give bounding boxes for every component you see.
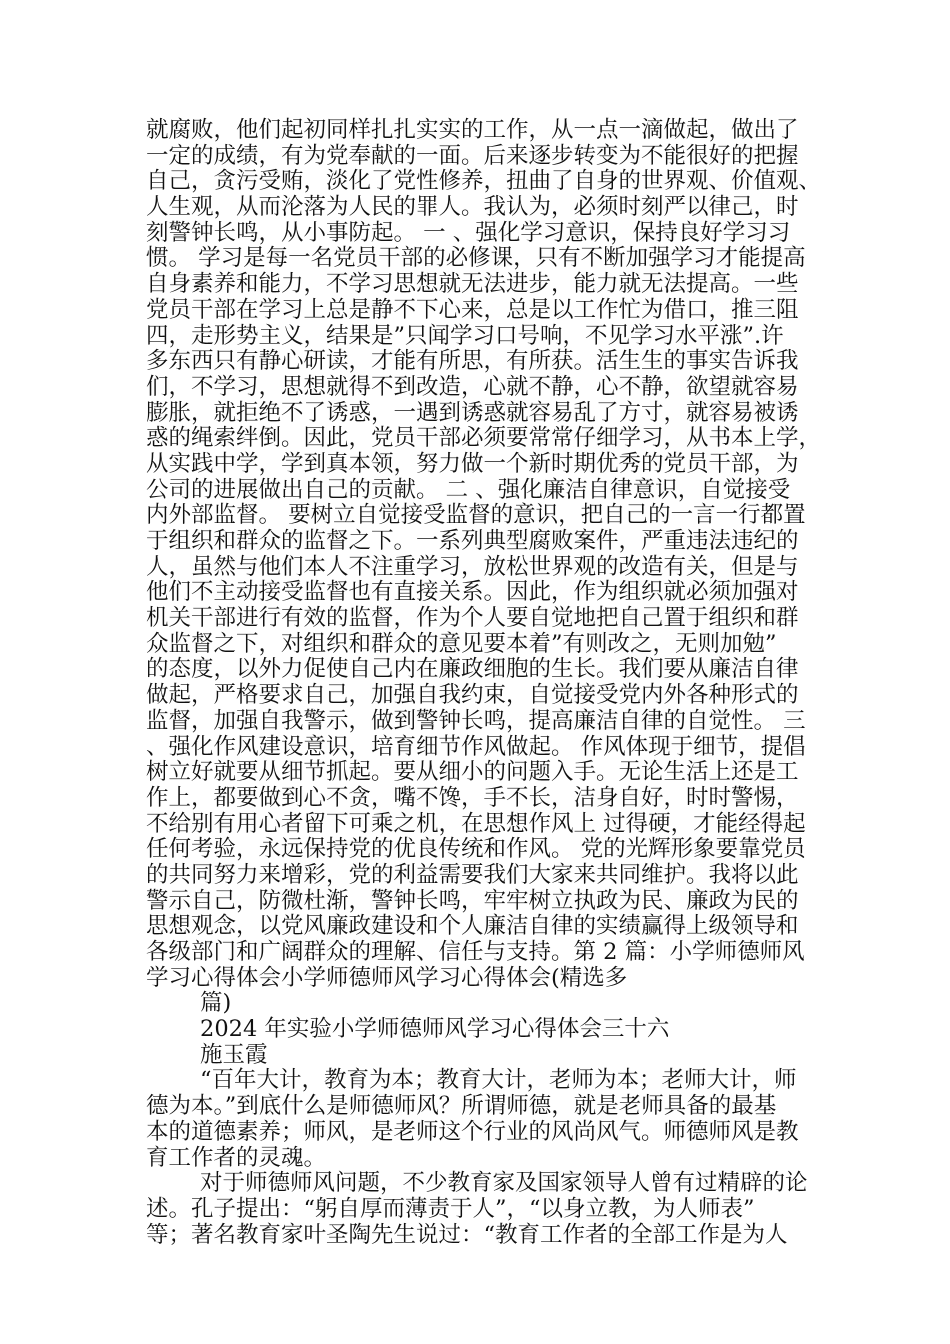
text-line: 公司的进展做出自己的贡献。 二 、强化廉洁自律意识，自觉接受 (146, 476, 791, 503)
text-line: 自己，贪污受贿，淡化了党性修养，扭曲了自身的世界观、价值观、 (146, 168, 822, 195)
text-line: 、强化作风建设意识，培育细节作风做起。 作风体现于细节，提倡 (146, 733, 806, 760)
text-line: 德为本。”到底什么是师德师风？所谓师德，就是老师具备的最基 (146, 1093, 777, 1120)
text-line: 思想观念，以党风廉政建设和个人廉洁自律的实绩赢得上级领导和 (146, 913, 799, 940)
text-line: 机关干部进行有效的监督，作为个人要自觉地把自己置于组织和群 (146, 605, 799, 632)
text-line: 一定的成绩，有为党奉献的一面。后来逐步转变为不能很好的把握 (146, 142, 799, 169)
author-name: 施玉霞 (200, 1041, 268, 1068)
text-line: 的态度，以外力促使自己内在廉政细胞的生长。我们要从廉洁自律 (146, 656, 799, 683)
text-line: 做起，严格要求自己，加强自我约束，自觉接受党内外各种形式的 (146, 682, 799, 709)
text-line: 篇) (200, 990, 232, 1017)
text-line: 不给别有用心者留下可乘之机，在思想作风上 过得硬，才能经得起 (146, 810, 806, 837)
text-line: 对于师德师风问题，不少教育家及国家领导人曾有过精辟的论 (200, 1170, 808, 1197)
text-line: 多东西只有静心研读，才能有所思，有所获。活生生的事实告诉我 (146, 348, 799, 375)
text-line: 人生观，从而沦落为人民的罪人。我认为，必须时刻严以律己，时 (146, 194, 799, 221)
text-line: 任何考验，永远保持党的优良传统和作风。 党的光辉形象要靠党员 (146, 836, 806, 863)
text-line: 警示自己，防微杜渐，警钟长鸣，牢牢树立执政为民、廉政为民的 (146, 887, 799, 914)
text-line: 的共同努力来增彩，党的利益需要我们大家来共同维护。我将以此 (146, 861, 799, 888)
text-line: 膨胀，就拒绝不了诱惑，一遇到诱惑就容易乱了方寸，就容易被诱 (146, 399, 799, 426)
text-line: 本的道德素养；师风，是老师这个行业的风尚风气。师德师风是教 (146, 1118, 799, 1145)
text-line: 述。孔子提出：“躬自厚而薄责于人”，“以身立教，为人师表” (146, 1195, 755, 1222)
text-line: 惑的绳索绊倒。因此，党员干部必须要常常仔细学习，从书本上学， (146, 425, 822, 452)
text-line: “百年大计，教育为本；教育大计，老师为本；老师大计，师 (200, 1067, 797, 1094)
text-line: 从实践中学，学到真本领，努力做一个新时期优秀的党员干部，为 (146, 450, 799, 477)
section-title: 2024 年实验小学师德师风学习心得体会三十六 (200, 1016, 670, 1043)
text-line: 自身素养和能力，不学习思想就无法进步，能力就无法提高。一些 (146, 271, 799, 298)
text-line: 育工作者的灵魂。 (146, 1144, 327, 1171)
text-line: 学习心得体会小学师德师风学习心得体会(精选多 (146, 964, 628, 991)
text-line: 就腐败，他们起初同样扎扎实实的工作，从一点一滴做起，做出了 (146, 117, 799, 143)
text-line: 等；著名教育家叶圣陶先生说过：“教育工作者的全部工作是为人 (146, 1221, 788, 1248)
text-line: 众监督之下，对组织和群众的意见要本着”有则改之，无则加勉” (146, 630, 777, 657)
text-line: 他们不主动接受监督也有直接关系。因此，作为组织就必须加强对 (146, 579, 799, 606)
text-line: 树立好就要从细节抓起。要从细小的问题入手。无论生活上还是工 (146, 759, 799, 786)
text-line: 四，走形势主义，结果是”只闻学习口号响，不见学习水平涨”.许 (146, 322, 784, 349)
text-line: 党员干部在学习上总是静不下心来，总是以工作忙为借口，推三阻 (146, 296, 799, 323)
text-line: 作上，都要做到心不贪，嘴不馋，手不长，洁身自好，时时警惕， (146, 784, 799, 811)
document-body (146, 118, 846, 1248)
text-line: 人，虽然与他们本人不注重学习，放松世界观的改造有关，但是与 (146, 553, 799, 580)
text-line: 各级部门和广阔群众的理解、信任与支持。第 2 篇：小学师德师风 (146, 939, 805, 965)
text-line: 内外部监督。 要树立自觉接受监督的意识，把自己的一言一行都置 (146, 502, 806, 529)
text-line: 刻警钟长鸣，从小事防起。 一 、强化学习意识，保持良好学习习 (146, 219, 791, 246)
text-line: 惯。 学习是每一名党员干部的必修课，只有不断加强学习才能提高 (146, 245, 806, 272)
text-line: 于组织和群众的监督之下。一系列典型腐败案件，严重违法违纪的 (146, 528, 799, 554)
text-line: 监督，加强自我警示，做到警钟长鸣，提高廉洁自律的自觉性。 三 (146, 707, 806, 734)
text-line: 们，不学习，思想就得不到改造，心就不静，心不静，欲望就容易 (146, 373, 799, 400)
